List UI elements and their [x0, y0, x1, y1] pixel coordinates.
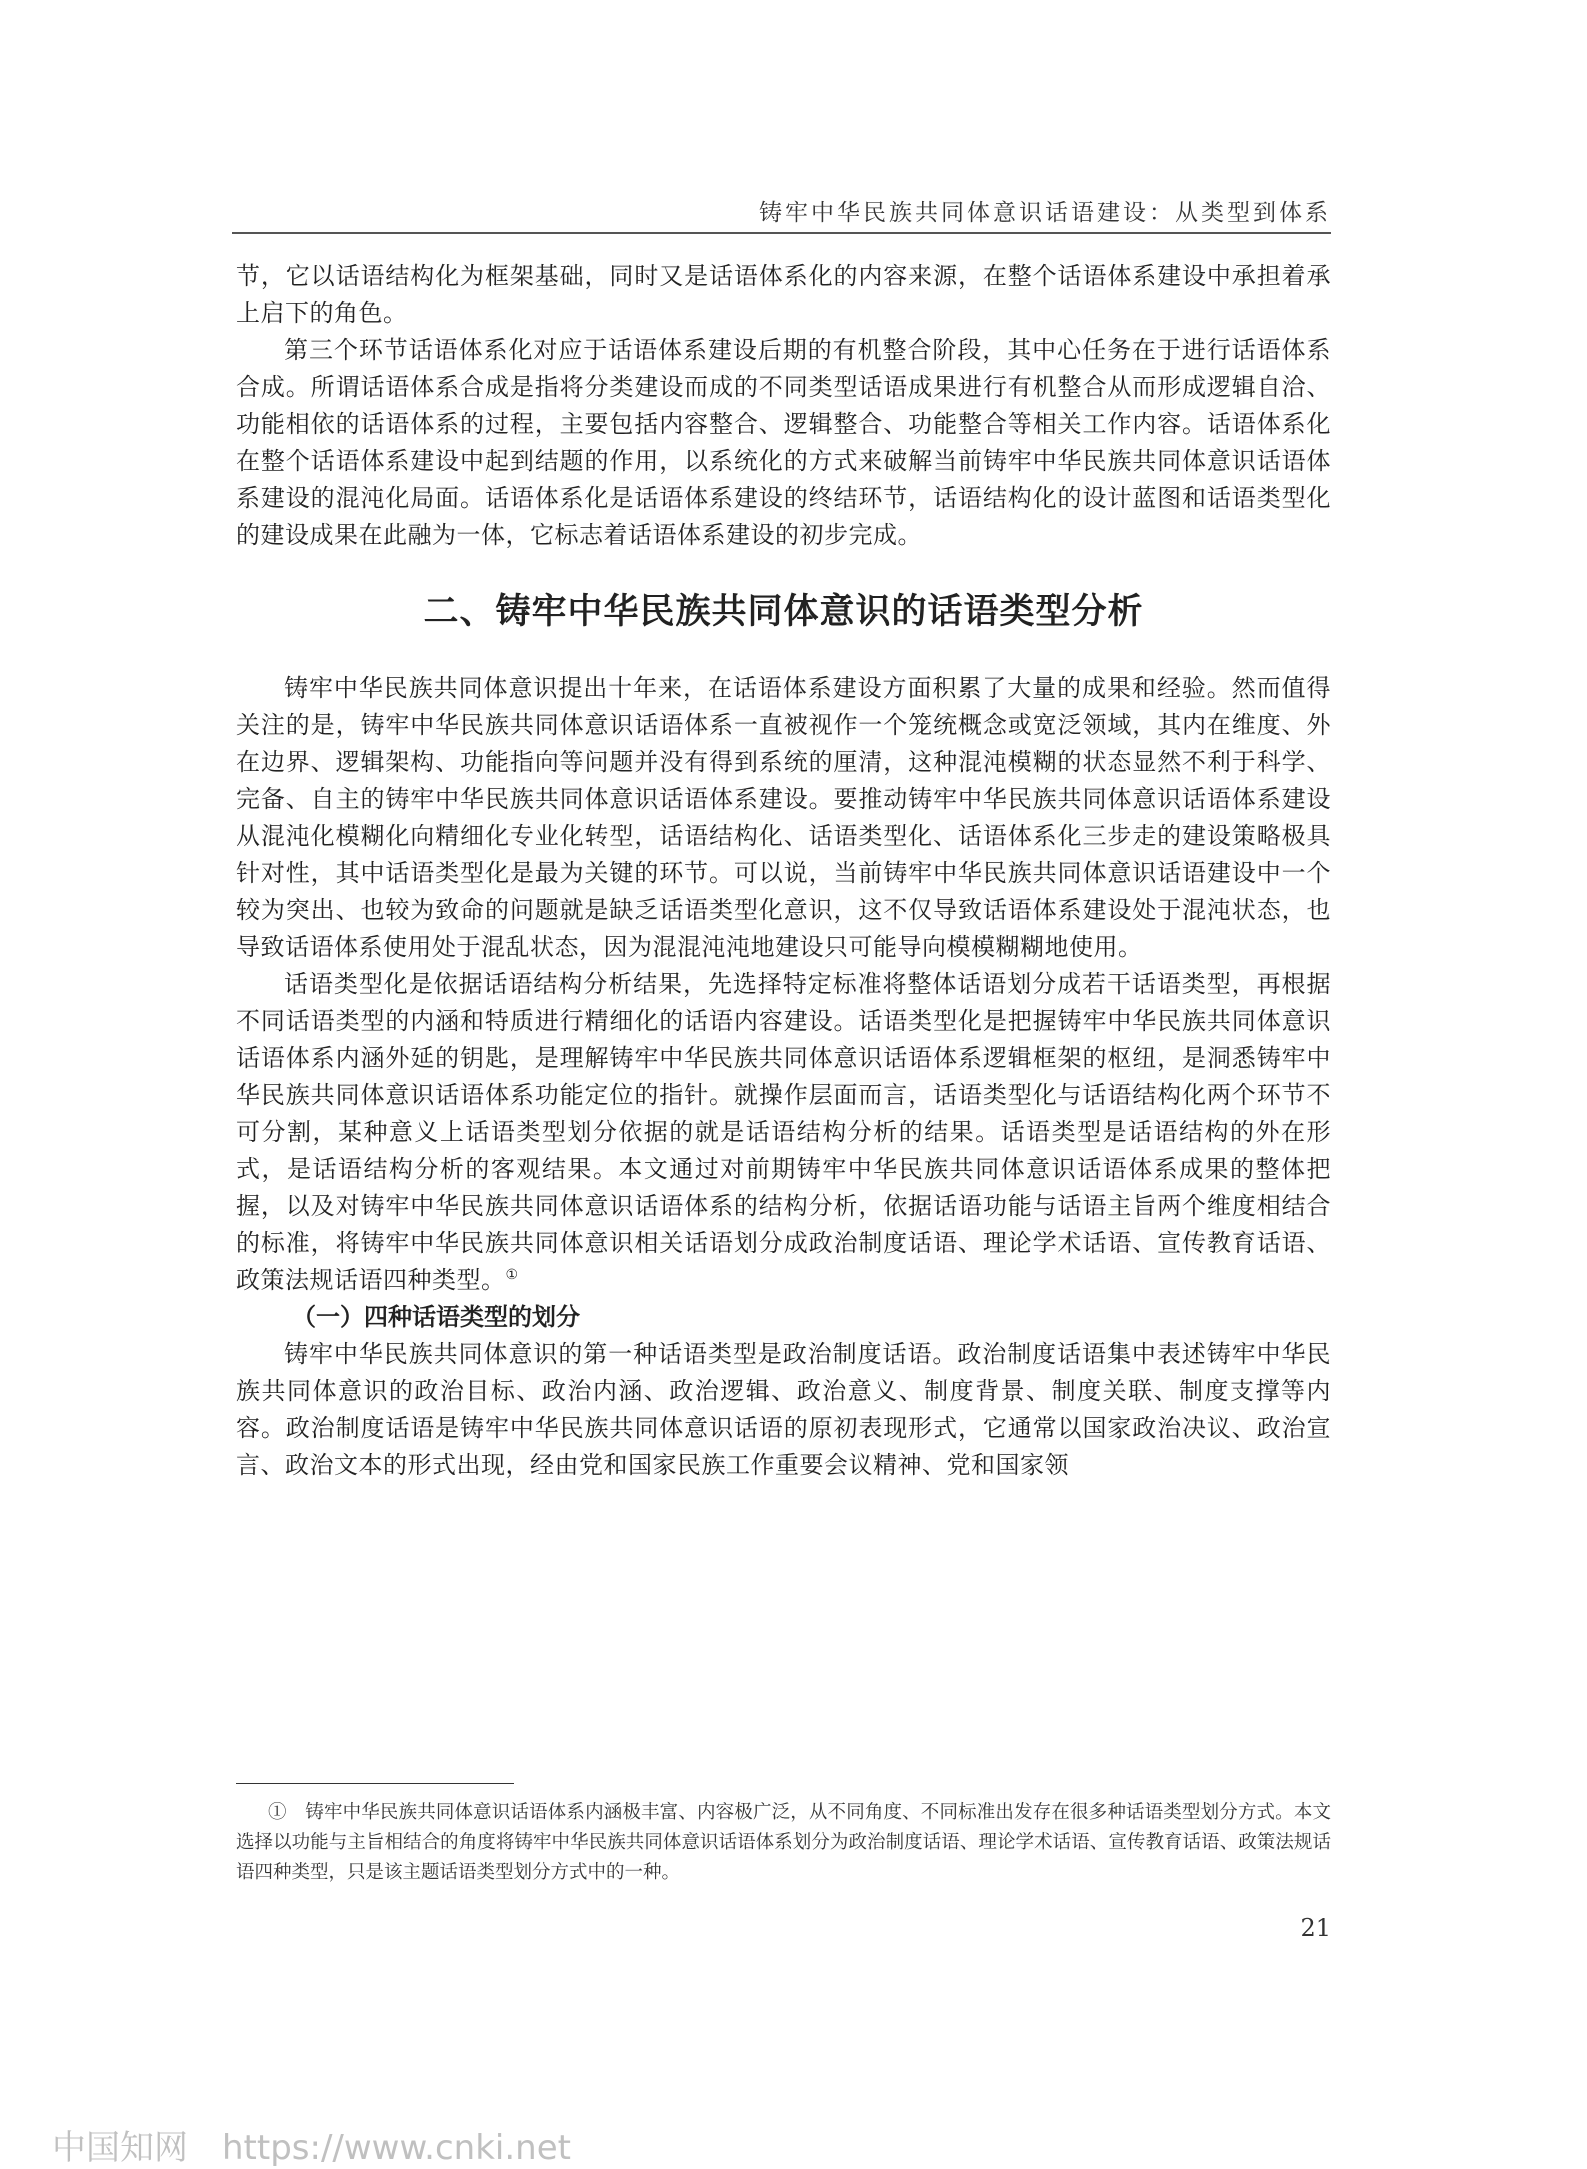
subsection-heading: （一）四种话语类型的划分 [292, 1303, 580, 1331]
paragraph: 第三个环节话语体系化对应于话语体系建设后期的有机整合阶段，其中心任务在于进行话语体系合成。所谓话语体系合成是指将分类建设而成的不同类型话语成果进行有机整合从而形成逻辑自洽、功能相依的话语体系的过程，主要包括内容整合、逻辑整合、功能整合等相关工作内容。话语体系化在整个话语体系建设中起到结题的作用，以系统化的方式来破解当前铸牢中华民族共同体意识话语体系建设的混沌化局面。话语体系化是话语体系建设的终结环节，话语结构化的设计蓝图和话语类型化的建设成果在此融为一体，它标志着话语体系建设的初步完成。 [236, 336, 1331, 549]
header-divider [232, 232, 1331, 234]
footnote-reference[interactable]: ① [505, 1267, 519, 1283]
footnote-divider [236, 1783, 514, 1784]
paragraph-text: 话语类型化是依据话语结构分析结果，先选择特定标准将整体话语划分成若干话语类型，再根据不同话语类型的内涵和特质进行精细化的话语内容建设。话语类型化是把握铸牢中华民族共同体意识话语体系内涵外延的钥匙，是理解铸牢中华民族共同体意识话语体系逻辑框架的枢纽，是洞悉铸牢中华民族共同体意识话语体系功能定位的指针。就操作层面而言，话语类型化与话语结构化两个环节不可分割，某种意义上话语类型划分依据的就是话语结构分析的结果。话语类型是话语结构的外在形式，是话语结构分析的客观结果。本文通过对前期铸牢中华民族共同体意识话语体系成果的整体把握，以及对铸牢中华民族共同体意识话语体系的结构分析，依据话语功能与话语主旨两个维度相结合的标准，将铸牢中华民族共同体意识相关话语划分成政治制度话语、理论学术话语、宣传教育话语、政策法规话语四种类型。 [236, 970, 1331, 1294]
watermark-url[interactable]: https://www.cnki.net [222, 2128, 571, 2168]
paragraph: 铸牢中华民族共同体意识提出十年来，在话语体系建设方面积累了大量的成果和经验。然而值得关注的是，铸牢中华民族共同体意识话语体系一直被视作一个笼统概念或宽泛领域，其内在维度、外在边界、逻辑架构、功能指向等问题并没有得到系统的厘清，这种混沌模糊的状态显然不利于科学、完备、自主的铸牢中华民族共同体意识话语体系建设。要推动铸牢中华民族共同体意识话语体系建设从混沌化模糊化向精细化专业化转型，话语结构化、话语类型化、话语体系化三步走的建设策略极具针对性，其中话语类型化是最为关键的环节。可以说，当前铸牢中华民族共同体意识话语建设中一个较为突出、也较为致命的问题就是缺乏话语类型化意识，这不仅导致话语体系建设处于混沌状态，也导致话语体系使用处于混乱状态，因为混混沌沌地建设只可能导向模模糊糊地使用。 [236, 674, 1331, 961]
article-body [236, 258, 1331, 1484]
section-heading: 二、铸牢中华民族共同体意识的话语类型分析 [423, 591, 1144, 632]
watermark-brand: 中国知网 [52, 2128, 188, 2168]
paragraph: 节，它以话语结构化为框架基础，同时又是话语体系化的内容来源，在整个话语体系建设中承担着承上启下的角色。 [236, 262, 1331, 327]
page-number: 21 [1300, 1914, 1331, 1942]
watermark [52, 2120, 571, 2169]
paragraph [236, 966, 1331, 1299]
paragraph: 铸牢中华民族共同体意识的第一种话语类型是政治制度话语。政治制度话语集中表述铸牢中华民族共同体意识的政治目标、政治内涵、政治逻辑、政治意义、制度背景、制度关联、制度支撑等内容。政治制度话语是铸牢中华民族共同体意识话语的原初表现形式，它通常以国家政治决议、政治宣言、政治文本的形式出现，经由党和国家民族工作重要会议精神、党和国家领 [236, 1340, 1331, 1479]
running-header: 铸牢中华民族共同体意识话语建设：从类型到体系 [759, 200, 1331, 226]
footnote: ① 铸牢中华民族共同体意识话语体系内涵极丰富、内容极广泛，从不同角度、不同标准出发存在很多种话语类型划分方式。本文选择以功能与主旨相结合的角度将铸牢中华民族共同体意识话语体系划分为政治制度话语、理论学术话语、宣传教育话语、政策法规话语四种类型，只是该主题话语类型划分方式中的一种。 [236, 1802, 1331, 1883]
